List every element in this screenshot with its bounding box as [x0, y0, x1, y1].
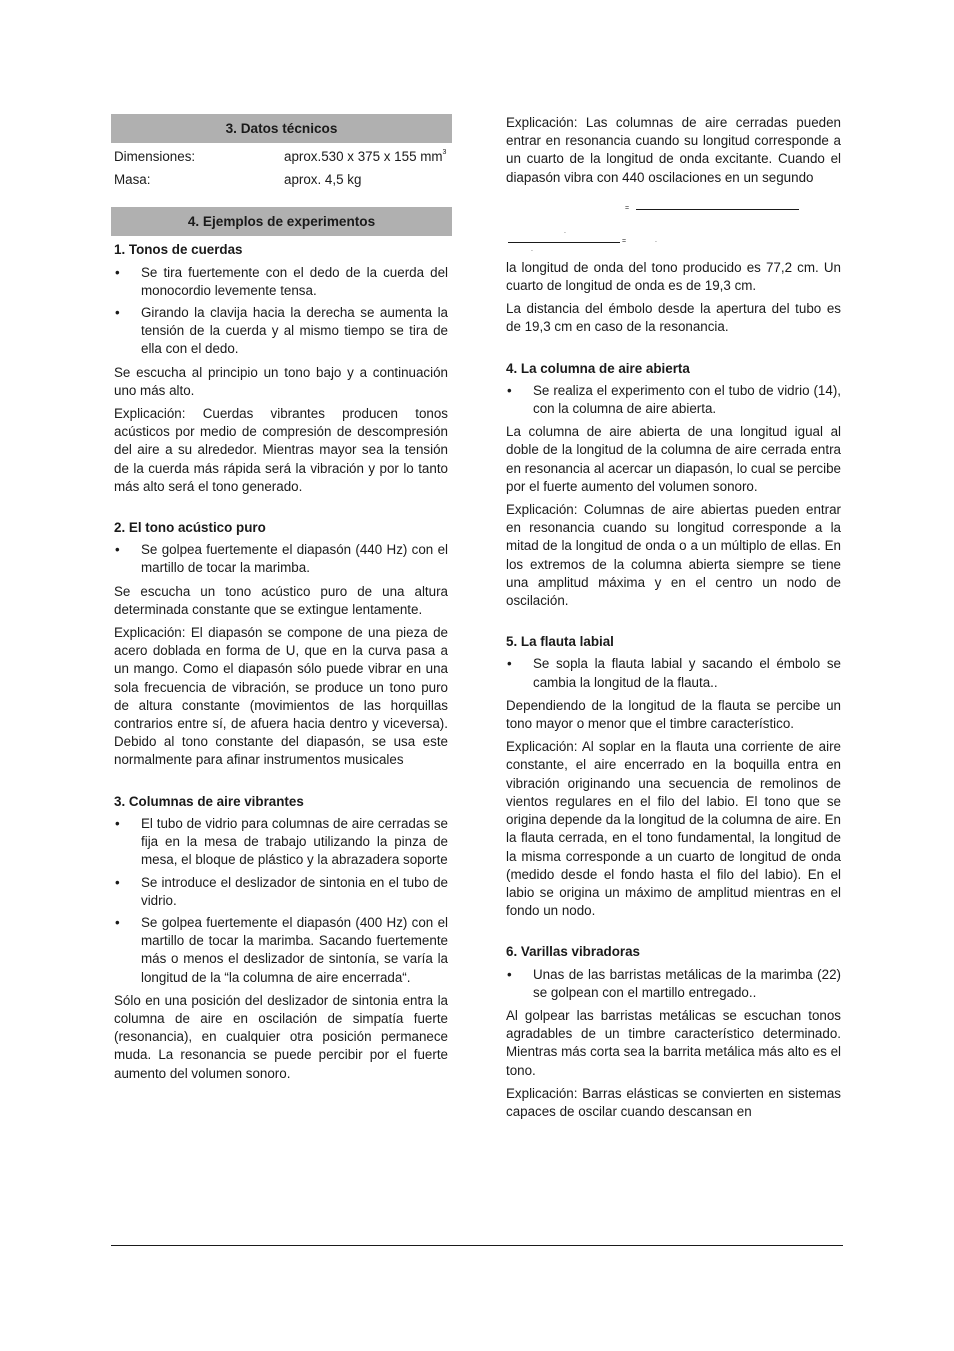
paragraph: Explicación: Al soplar en la flauta una corriente de aire constante, el aire encerrado en la boquilla entra en vibración originando una secuencia de remolinos de vientos regulares en el filo del labio. El tono que se origina depende da la longitud de la columna de aire. En la flauta cerrada, en el tono fundamental, la longitud de la misma corresponde a un cuarto de longitud de onda (medido desde el fondo hasta el filo del labio). En el labio se origina un máximo de amplitud mientras en el fondo un nodo.: [506, 739, 842, 919]
section-title: 1. Tonos de cuerdas: [114, 242, 243, 258]
formula-mark: .: [564, 227, 566, 235]
formula-mark: =: [625, 204, 630, 212]
list-item: • Girando la clavija hacia la derecha se aumenta la tensión de la cuerda y al mismo tiempo se tira de ella con el dedo.: [115, 305, 448, 357]
bullet-list: [506, 655, 841, 691]
spec-label: Masa:: [114, 172, 151, 188]
formula-mark: .: [655, 236, 657, 244]
paragraph: La distancia del émbolo desde la apertura del tubo es de 19,3 cm en caso de la resonancia.: [506, 301, 841, 335]
paragraph: Explicación: Barras elásticas se convierten en sistemas capaces de oscilar cuando descansan en: [506, 1085, 841, 1119]
spec-label: Dimensiones:: [114, 149, 196, 164]
formula-graphic: [506, 195, 841, 253]
section-title: 3. Columnas de aire vibrantes: [114, 793, 304, 809]
bullet-icon: •: [115, 815, 120, 831]
bullet-list: [111, 815, 452, 987]
paragraph: Explicación: El diapasón se compone de una pieza de acero doblada en forma de U, que en la curva pasa a un mango. Como el diapasón sólo puede vibrar en una sola frecuencia de vibración, se produce un tono puro de altura constante (movimientos de las horquillas contrarios entre sí, de afuera hacia dentro y viceversa). Debido al tono constante del diapasón, se usa este normalmente para afinar instrumentos musicales: [114, 625, 448, 768]
spec-value: aprox. 4,5 kg: [284, 172, 362, 188]
section-title: 2. El tono acústico puro: [114, 520, 266, 536]
list-item: • Se realiza el experimento con el tubo de vidrio (14), con la columna de aire abierta.: [507, 382, 841, 417]
bullet-icon: •: [115, 874, 120, 890]
bullet-icon: •: [115, 305, 120, 321]
section-title: 5. La flauta labial: [506, 634, 614, 650]
paragraph: Sólo en una posición del deslizador de sintonia entra la columna de aire en oscilación de simpatía fuerte (resonancia), en cualquier otra posición permanece muda. La resonancia se puede percibir por el fuerte aumento del volumen sonoro.: [114, 992, 448, 1081]
list-item: • Se introduce el deslizador de sintonia en el tubo de vidrio.: [115, 874, 448, 908]
paragraph: Explicación: Las columnas de aire cerradas pueden entrar en resonancia cuando su longitud corresponde a un cuarto de la longitud de onda excitante. Cuando el diapasón vibra con 440 oscilaciones en un segundo: [506, 115, 841, 185]
bullet-list: [111, 541, 452, 577]
paragraph: la longitud de onda del tono producido es 77,2 cm. Un cuarto de longitud de onda es de 19,3 cm.: [506, 259, 841, 294]
examples-heading: 4. Ejemplos de experimentos: [111, 207, 452, 236]
bullet-list: [111, 264, 452, 359]
bullet-icon: •: [507, 966, 512, 982]
spec-row-mass: [111, 171, 452, 189]
spec-superscript: 3: [442, 149, 447, 156]
spec-row-dimensions: [111, 148, 452, 166]
list-item: • Unas de las barristas metálicas de la marimba (22) se golpean con el martillo entregado..: [507, 966, 841, 1000]
fraction-line: [636, 209, 799, 210]
bullet-icon: •: [115, 542, 120, 558]
list-item: • El tubo de vidrio para columnas de aire cerradas se fija en la mesa de trabajo utilizando la pinza de mesa, el bloque de plástico y la abrazadera soporte: [115, 815, 448, 868]
left-column: [111, 114, 452, 1088]
formula-mark: =: [622, 237, 627, 245]
bullet-icon: •: [115, 914, 120, 930]
footer-rule: [111, 1245, 843, 1246]
paragraph: Explicación: Cuerdas vibrantes producen tonos acústicos por medio de compresión de descompresión del aire a su alrededor. Mientras mayor sea la tensión de la cuerda más rápida será la vibración y por lo tanto más alto será el tono generado.: [114, 406, 448, 494]
paragraph: Al golpear las barristas metálicas se escuchan tonos agradables de un timbre característico determinado. Mientras más corta sea la barrita metálica más alto es el tono.: [506, 1007, 841, 1078]
paragraph: Se escucha un tono acústico puro de una altura determinada constante que se extingue lentamente.: [114, 583, 448, 617]
list-item: • Se sopla la flauta labial y sacando el émbolo se cambia la longitud de la flauta..: [507, 656, 841, 690]
bullet-icon: •: [507, 382, 512, 398]
bullet-icon: •: [115, 264, 120, 280]
fraction-line: [508, 242, 620, 243]
bullet-icon: •: [507, 656, 512, 672]
list-item: • Se tira fuertemente con el dedo de la cuerda del monocordio levemente tensa.: [115, 264, 448, 298]
list-item: • Se golpea fuertemente el diapasón (400 Hz) con el martillo de tocar la marimba. Sacando fuertemente más o menos el deslizador de sintonía, se varía la longitud de la “la columna de aire encerrada“.: [115, 914, 448, 985]
specs-heading: 3. Datos técnicos: [111, 114, 452, 143]
bullet-list: [506, 966, 841, 1002]
paragraph: Explicación: Columnas de aire abiertas pueden entrar en resonancia cuando su longitud corresponde a la mitad de la longitud de onda o a un múltiplo de ellas. En los extremos de la columna abierta siempre se tiene una amplitud máxima y en el centro un nodo de oscilación.: [506, 502, 841, 609]
spec-value: aprox.530 x 375 x 155 $mm^3$: [284, 149, 447, 164]
paragraph: Dependiendo de la longitud de la flauta se percibe un tono mayor o menor que el timbre característico.: [506, 697, 841, 732]
section-title: 4. La columna de aire abierta: [506, 360, 690, 376]
right-column: [506, 114, 841, 1126]
list-item: • Se golpea fuertemente el diapasón (440 Hz) con el martillo de tocar la marimba.: [115, 542, 448, 576]
section-title: 6. Varillas vibradoras: [506, 944, 640, 960]
formula-mark: .: [531, 245, 533, 253]
paragraph: Se escucha al principio un tono bajo y a continuación uno más alto.: [114, 364, 448, 398]
bullet-list: [506, 382, 841, 418]
paragraph: La columna de aire abierta de una longitud igual al doble de la longitud de la columna de aire cerrada entra en resonancia al acercar un diapasón, lo cual se percibe por el fuerte aumento del volumen sonoro.: [506, 424, 841, 494]
